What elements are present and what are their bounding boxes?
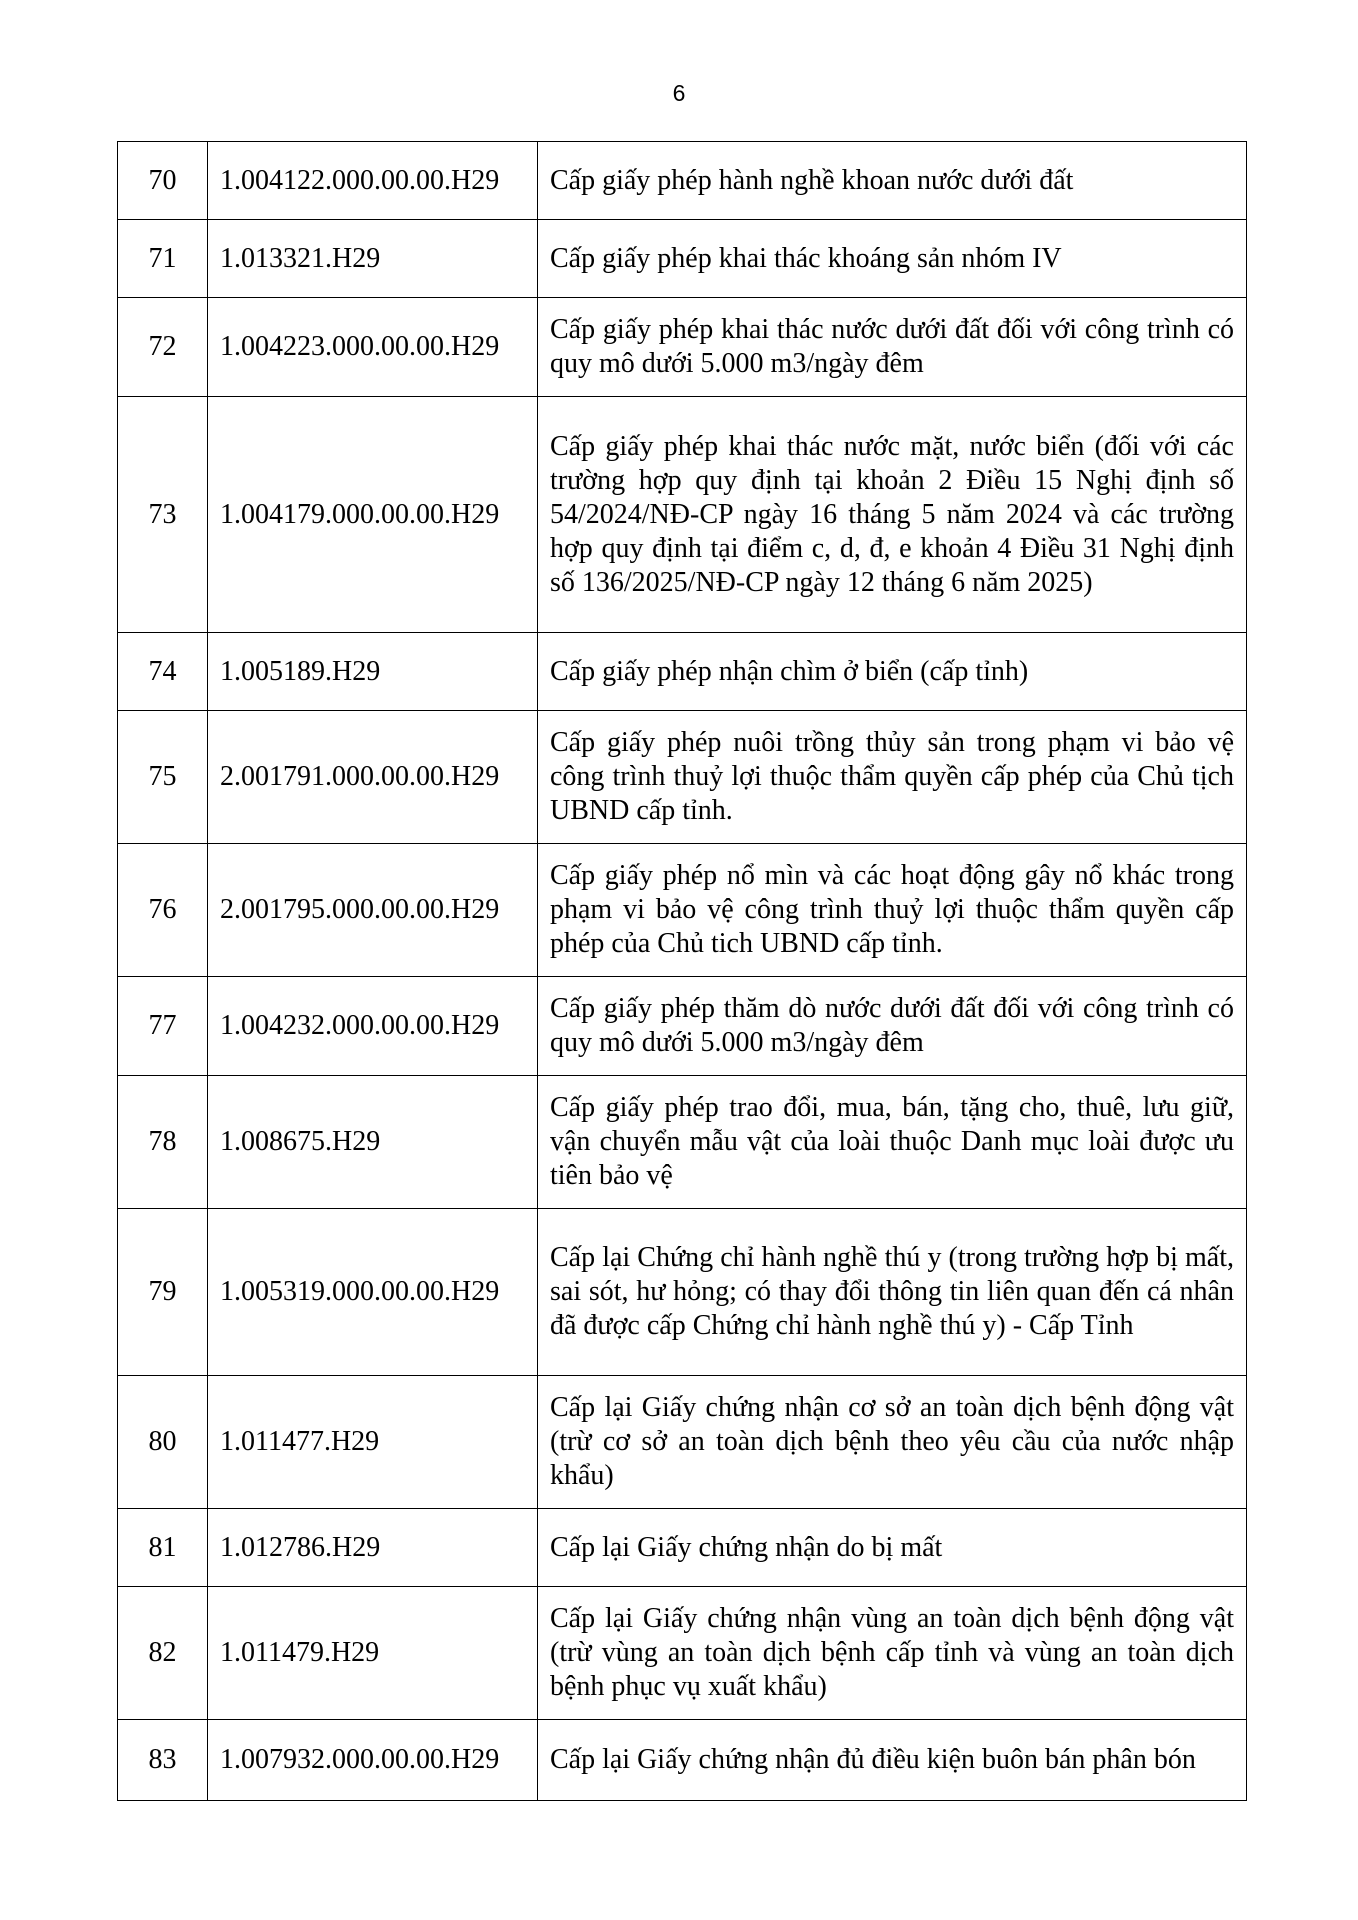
procedure-name: Cấp lại Giấy chứng nhận cơ sở an toàn dịch bệnh động vật (trừ cơ sở an toàn dịch bệnh theo yêu cầu của nước nhập khẩu) (538, 1376, 1247, 1509)
procedure-name: Cấp giấy phép trao đổi, mua, bán, tặng cho, thuê, lưu giữ, vận chuyển mẫu vật của loài thuộc Danh mục loài được ưu tiên bảo vệ (538, 1076, 1247, 1209)
procedure-name: Cấp giấy phép khai thác khoáng sản nhóm IV (538, 220, 1247, 298)
row-number: 77 (118, 977, 208, 1076)
table-row (118, 1376, 1247, 1509)
procedure-code: 1.007932.000.00.00.H29 (208, 1720, 538, 1801)
procedure-code: 1.013321.H29 (208, 220, 538, 298)
procedure-code: 1.004223.000.00.00.H29 (208, 298, 538, 397)
procedure-code: 2.001795.000.00.00.H29 (208, 844, 538, 977)
table-row (118, 1509, 1247, 1587)
procedure-name: Cấp giấy phép thăm dò nước dưới đất đối với công trình có quy mô dưới 5.000 m3/ngày đêm (538, 977, 1247, 1076)
row-number: 78 (118, 1076, 208, 1209)
row-number: 81 (118, 1509, 208, 1587)
procedure-name: Cấp lại Giấy chứng nhận đủ điều kiện buôn bán phân bón (538, 1720, 1247, 1801)
row-number: 80 (118, 1376, 208, 1509)
procedure-code: 1.004122.000.00.00.H29 (208, 142, 538, 220)
procedure-name: Cấp lại Chứng chỉ hành nghề thú y (trong trường hợp bị mất, sai sót, hư hỏng; có thay đổi thông tin liên quan đến cá nhân đã được cấp Chứng chỉ hành nghề thú y) - Cấp Tỉnh (538, 1209, 1247, 1376)
row-number: 72 (118, 298, 208, 397)
procedure-name: Cấp giấy phép khai thác nước dưới đất đối với công trình có quy mô dưới 5.000 m3/ngày đêm (538, 298, 1247, 397)
row-number: 74 (118, 633, 208, 711)
procedure-code: 1.004179.000.00.00.H29 (208, 397, 538, 633)
row-number: 76 (118, 844, 208, 977)
table-row (118, 220, 1247, 298)
row-number: 71 (118, 220, 208, 298)
procedure-code: 1.011479.H29 (208, 1587, 538, 1720)
table-row (118, 1209, 1247, 1376)
procedure-code: 2.001791.000.00.00.H29 (208, 711, 538, 844)
table-row (118, 142, 1247, 220)
table-row (118, 1587, 1247, 1720)
procedure-name: Cấp giấy phép nuôi trồng thủy sản trong phạm vi bảo vệ công trình thuỷ lợi thuộc thẩm quyền cấp phép của Chủ tịch UBND cấp tỉnh. (538, 711, 1247, 844)
table-row (118, 633, 1247, 711)
procedure-code: 1.011477.H29 (208, 1376, 538, 1509)
row-number: 75 (118, 711, 208, 844)
row-number: 70 (118, 142, 208, 220)
procedure-code: 1.012786.H29 (208, 1509, 538, 1587)
table-row (118, 711, 1247, 844)
procedure-name: Cấp giấy phép nhận chìm ở biển (cấp tỉnh) (538, 633, 1247, 711)
procedure-name: Cấp giấy phép hành nghề khoan nước dưới đất (538, 142, 1247, 220)
procedure-name: Cấp giấy phép nổ mìn và các hoạt động gây nổ khác trong phạm vi bảo vệ công trình thuỷ lợi thuộc thẩm quyền cấp phép của Chủ tich UBND cấp tỉnh. (538, 844, 1247, 977)
row-number: 83 (118, 1720, 208, 1801)
table-row (118, 298, 1247, 397)
table-row (118, 977, 1247, 1076)
procedure-code: 1.008675.H29 (208, 1076, 538, 1209)
table-row (118, 844, 1247, 977)
table-row (118, 397, 1247, 633)
procedure-name: Cấp giấy phép khai thác nước mặt, nước biển (đối với các trường hợp quy định tại khoản 2 Điều 15 Nghị định số 54/2024/NĐ-CP ngày 16 tháng 5 năm 2024 và các trường hợp quy định tại điểm c, d, đ, e khoản 4 Điều 31 Nghị định số 136/2025/NĐ-CP ngày 12 tháng 6 năm 2025) (538, 397, 1247, 633)
procedure-code: 1.004232.000.00.00.H29 (208, 977, 538, 1076)
procedure-name: Cấp lại Giấy chứng nhận do bị mất (538, 1509, 1247, 1587)
table-row (118, 1076, 1247, 1209)
table-row (118, 1720, 1247, 1801)
procedure-code: 1.005319.000.00.00.H29 (208, 1209, 538, 1376)
row-number: 82 (118, 1587, 208, 1720)
page-number: 6 (672, 80, 686, 106)
row-number: 79 (118, 1209, 208, 1376)
row-number: 73 (118, 397, 208, 633)
procedures-table (117, 141, 1247, 1801)
procedure-code: 1.005189.H29 (208, 633, 538, 711)
procedure-name: Cấp lại Giấy chứng nhận vùng an toàn dịch bệnh động vật (trừ vùng an toàn dịch bệnh cấp tỉnh và vùng an toàn dịch bệnh phục vụ xuất khẩu) (538, 1587, 1247, 1720)
